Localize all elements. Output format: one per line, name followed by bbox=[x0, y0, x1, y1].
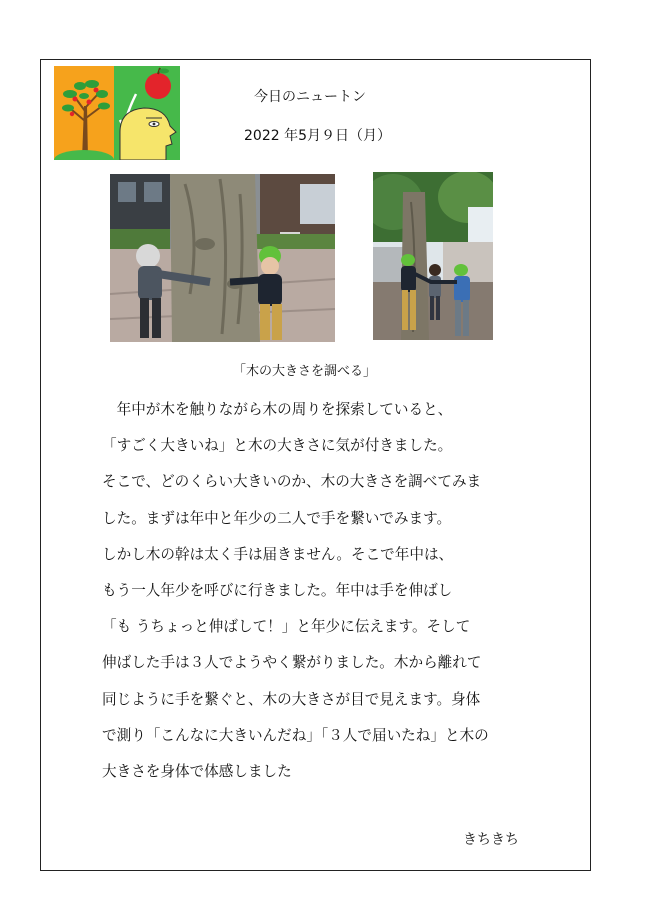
article-caption: 「木の大きさを調べる」 bbox=[233, 364, 377, 379]
body-line: 「すごく大きいね」と木の大きさに気が付きました。 bbox=[102, 437, 453, 455]
body-line: で測り「こんなに大きいんだね」「３人で届いたね」と木の bbox=[102, 726, 489, 744]
body-line: しかし木の幹は太く手は届きません。そこで年中は、 bbox=[102, 545, 454, 563]
page-date: 2022 年5月９日（月） bbox=[244, 128, 391, 144]
body-line: 同じように手を繋ぐと、木の大きさが目で見えます。身体 bbox=[102, 690, 481, 708]
article-body bbox=[102, 396, 542, 794]
body-line: した。まずは年中と年少の二人で手を繋いでみます。 bbox=[102, 509, 452, 527]
body-line: 伸ばした手は３人でようやく繋がりました。木から離れて bbox=[102, 654, 482, 672]
apple-tree-logo-icon bbox=[54, 66, 180, 160]
body-line: 「も うちょっと伸ばして！」と年少に伝えます。そして bbox=[102, 618, 471, 636]
body-line: もう一人年少を呼びに行きました。年中は手を伸ばし bbox=[102, 581, 453, 599]
body-line: 大きさを身体で体感しました bbox=[102, 762, 292, 780]
photo-three-children-around-tree bbox=[373, 172, 493, 340]
photo-children-hugging-tree bbox=[110, 174, 335, 342]
page-title: 今日のニュートン bbox=[254, 89, 366, 105]
body-line: そこで、どのくらい大きいのか、木の大きさを調べてみま bbox=[102, 473, 482, 491]
body-line: 年中が木を触りながら木の周りを探索していると、 bbox=[102, 401, 453, 418]
author-signature: きちきち bbox=[463, 832, 519, 848]
